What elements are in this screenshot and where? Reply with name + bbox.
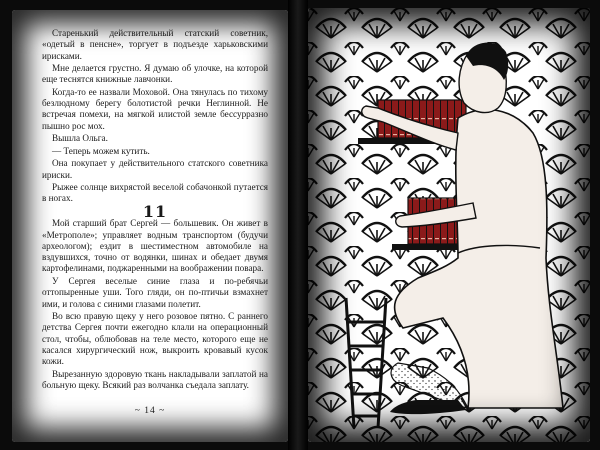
paragraph: У Сергея веселые синие глаза и по-ребячьи оттопыренные уши. Того гляди, он по-птичьи взмахнет ими, и голова с синими глазами полетит.	[42, 275, 268, 309]
text-block	[42, 28, 268, 392]
paragraph: Когда-то ее назвали Моховой. Она тянулась по тихому безлюдному берегу болотистой речки Неглинной. Не встречая помехи, на мягкой илистой земле бессурразно пышно рос мох.	[42, 86, 268, 131]
paragraph: — Теперь можем кутить.	[52, 145, 150, 156]
paragraph: Она покупает у действительного статского советника ириски.	[42, 158, 268, 180]
paragraph: Мне делается грустно. Я думаю об улочке, на которой еще теснятся книжные лавчонки.	[42, 63, 268, 85]
chapter-number: 11	[142, 201, 168, 221]
right-page-illustration	[308, 8, 590, 442]
illustration-svg	[308, 8, 590, 442]
paragraph: Во всю правую щеку у него розовое пятно. С раннего детства Сергея почти ежегодно клали на операционный стол, чтобы, облюбовав на теле место, которого еще не касался хирургический нож, выкроить кровавый кусок кожи.	[42, 311, 268, 367]
left-page	[12, 10, 288, 442]
paragraph: Мой старший брат Сергей — большевик. Он живет в «Метрополе»; управляет водным транспортом (будучи археологом); ездит в шестиместном автомобиле на вздувшихся, точно от водянки, шинах и обедает двумя картофелинами, поджаренными на воображении повара.	[42, 218, 268, 274]
paragraph: Рыжее солнце вихрястой веселой собачонкой путается в ногах.	[42, 181, 268, 204]
paragraph: Вырезанную здоровую ткань накладывали заплатой на больную щеку. Всякий раз волчанка съедала заплату.	[42, 368, 268, 390]
paragraph: Старенький действительный статский советник, «одетый в пенсне», торгует в подъезде харьковскими ирисками.	[42, 28, 268, 61]
book-gutter	[288, 0, 308, 450]
paragraph: Вышла Ольга.	[52, 133, 108, 144]
page-number: ~ 14 ~	[134, 406, 166, 416]
